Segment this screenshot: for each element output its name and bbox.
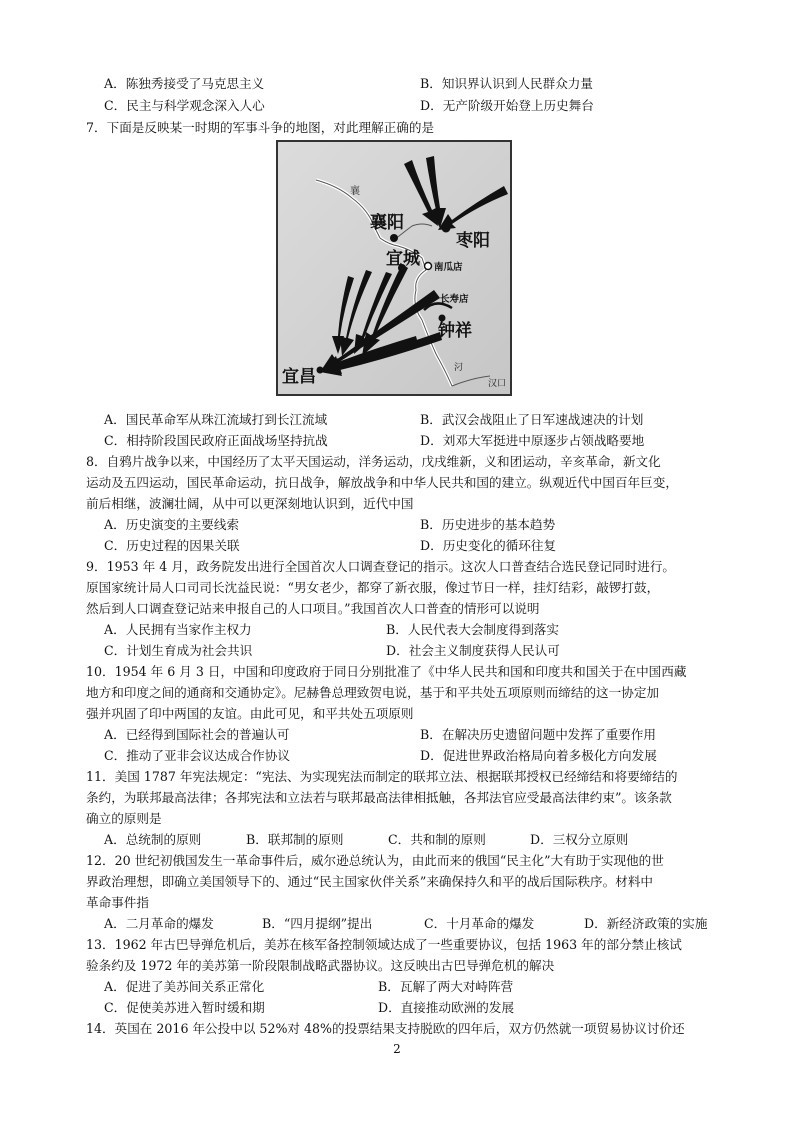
dot-yichang	[317, 367, 324, 374]
q13-option-d: D．直接推动欧洲的发展	[378, 1000, 515, 1015]
q11-option-a: A．总统制的原则	[104, 832, 202, 847]
q12-line-3: 革命事件指	[86, 895, 149, 910]
q8-option-b: B．历史进步的基本趋势	[420, 517, 556, 532]
q11-option-b: B．联邦制的原则	[246, 832, 344, 847]
q7-option-c: C．相持阶段国民政府正面战场坚持抗战	[104, 433, 328, 448]
q10-option-c: C．推动了亚非会议达成合作协议	[104, 748, 290, 763]
label-hankou: 汉口	[488, 379, 507, 389]
q7-stem: 7．下面是反映某一时期的军事斗争的地图，对此理解正确的是	[86, 120, 435, 135]
q7-option-b: B．武汉会战阻止了日军速战速决的计划	[420, 412, 644, 427]
q13-line-1: 13．1962 年古巴导弹危机后，美苏在核军备控制领域达成了一些重要协议，包括 1963 年的部分禁止核试	[86, 937, 682, 952]
q9-option-d: D．社会主义制度获得人民认可	[386, 643, 560, 658]
q6-option-b: B．知识界认识到人民群众力量	[420, 76, 593, 91]
q10-line-3: 强并巩固了印中两国的友谊。由此可见，和平共处五项原则	[86, 706, 414, 721]
q12-option-c: C．十月革命的爆发	[424, 916, 535, 931]
q13-option-c: C．促使美苏进入暂时缓和期	[104, 1000, 265, 1015]
label-yichang: 宜昌	[282, 367, 316, 387]
q8-line-3: 前后相继，波澜壮阔，从中可以更深刻地认识到，近代中国	[86, 496, 414, 511]
q11-option-d: D．三权分立原则	[530, 832, 629, 847]
label-nanguadian: 南瓜店	[434, 262, 463, 273]
q13-option-a: A．促进了美苏间关系正常化	[104, 979, 265, 994]
q7-option-d: D．刘邓大军挺进中原逐步占领战略要地	[420, 433, 645, 448]
military-map	[276, 140, 512, 396]
dot-xiangyang	[390, 234, 398, 242]
q11-option-c: C．共和制的原则	[388, 832, 486, 847]
q12-option-d: D．新经济政策的实施	[584, 916, 708, 931]
q12-line-1: 12．20 世纪初俄国发生一革命事件后，威尔逊总统认为，由此而来的俄国“民主化”大有助于实现他的世	[86, 853, 664, 868]
dot-changshoudian	[431, 295, 437, 301]
q10-line-1: 10．1954 年 6 月 3 日，中国和印度政府于同日分别批准了《中华人民共和国和印度共和国关于在中国西藏	[86, 664, 687, 679]
label-changshoudian: 长寿店	[440, 294, 469, 305]
q9-line-1: 9．1953 年 4 月，政务院发出进行全国首次人口调查登记的指示。这次人口普查结合选民登记同时进行。	[86, 559, 676, 574]
label-xiangyang: 襄阳	[370, 213, 404, 233]
q9-line-2: 原国家统计局人口司司长沈益民说：“男女老少，都穿了新衣服，像过节日一样，挂灯结彩，敲锣打鼓，	[86, 580, 660, 595]
q6-option-d: D．无产阶级开始登上历史舞台	[420, 98, 594, 113]
q6-option-a: A．陈独秀接受了马克思主义	[104, 76, 265, 91]
label-zaoyang: 枣阳	[456, 231, 490, 251]
q14-line-1: 14．英国在 2016 年公投中以 52%对 48%的投票结果支持脱欧的四年后，双方仍然就一项贸易协议讨价还	[86, 1021, 685, 1036]
q12-option-a: A．二月革命的爆发	[104, 916, 214, 931]
dot-nanguadian	[425, 263, 432, 270]
q7-option-a: A．国民革命军从珠江流域打到长江流域	[104, 412, 328, 427]
q8-option-a: A．历史演变的主要线索	[104, 517, 240, 532]
q12-option-b: B．“四月提纲”提出	[262, 916, 373, 931]
q6-option-c: C．民主与科学观念深入人心	[104, 98, 265, 113]
q9-line-3: 然后到人口调查登记站来申报自己的人口项目。”我国首次人口普查的情形可以说明	[86, 601, 540, 616]
label-xiang: 襄	[350, 186, 360, 197]
q12-line-2: 界政治理想，即确立美国领导下的、通过“民主国家伙伴关系”来确保持久和平的战后国际秩序。材料中	[86, 874, 654, 889]
dot-zaoyang	[442, 224, 451, 233]
q10-option-d: D．促进世界政治格局向着多极化方向发展	[420, 748, 657, 763]
q11-line-2: 条约，为联邦最高法律；各邦宪法和立法若与联邦最高法律相抵触，各邦法官应受最高法律约束”。该条款	[86, 790, 672, 805]
q8-option-c: C．历史过程的因果关联	[104, 538, 240, 553]
q11-line-3: 确立的原则是	[86, 811, 162, 826]
label-han-river: 汈	[454, 363, 464, 373]
page-number: 2	[393, 1042, 401, 1056]
q10-option-a: A．已经得到国际社会的普遍认可	[104, 727, 290, 742]
q8-line-1: 8．自鸦片战争以来，中国经历了太平天国运动，洋务运动，戊戌维新，义和团运动，辛亥革命，新文化	[86, 454, 661, 469]
q10-line-2: 地方和印度之间的通商和交通协定》。尼赫鲁总理致贺电说，基于和平共处五项原则而缔结的这一协定加	[86, 685, 660, 700]
q9-option-b: B．人民代表大会制度得到落实	[386, 622, 559, 637]
label-zhongxiang: 钟祥	[438, 321, 472, 341]
q9-option-a: A．人民拥有当家作主权力	[104, 622, 252, 637]
q11-line-1: 11．美国 1787 年宪法规定：“宪法、为实现宪法而制定的联邦立法、根据联邦授权已经缔结和将要缔结的	[86, 769, 678, 784]
label-yicheng: 宜城	[386, 249, 420, 269]
q8-option-d: D．历史变化的循环往复	[420, 538, 557, 553]
q13-option-b: B．瓦解了两大对峙阵营	[378, 979, 514, 994]
q13-line-2: 验条约及 1972 年的美苏第一阶段限制战略武器协议。这反映出古巴导弹危机的解决	[86, 958, 555, 973]
q8-line-2: 运动及五四运动，国民革命运动，抗日战争，解放战争和中华人民共和国的建立。纵观近代中国百年巨变，	[86, 475, 678, 490]
q10-option-b: B．在解决历史遗留问题中发挥了重要作用	[420, 727, 656, 742]
q9-option-c: C．计划生育成为社会共识	[104, 643, 253, 658]
